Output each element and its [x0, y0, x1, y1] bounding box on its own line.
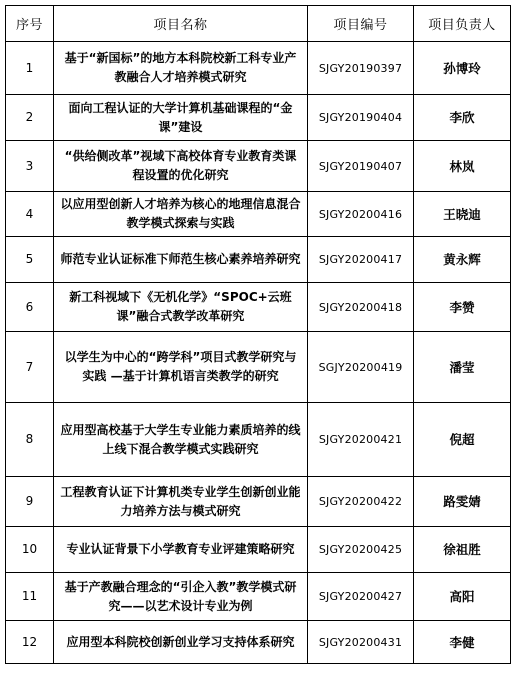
- table-row: [6, 403, 511, 477]
- row-seq: 7: [6, 332, 54, 403]
- row-owner: 李赞: [414, 283, 511, 332]
- project-table: [5, 5, 511, 664]
- table-row: [6, 477, 511, 527]
- row-seq: 2: [6, 95, 54, 141]
- row-seq: 8: [6, 403, 54, 477]
- row-owner: 黄永辉: [414, 237, 511, 283]
- row-owner: 孙博玲: [414, 42, 511, 95]
- row-name: 专业认证背景下小学教育专业评建策略研究: [54, 527, 308, 573]
- header-seq: 序号: [6, 6, 54, 42]
- row-code: SJGY20190397: [308, 42, 414, 95]
- table-row: [6, 621, 511, 664]
- row-code: SJGY20200417: [308, 237, 414, 283]
- header-code: 项目编号: [308, 6, 414, 42]
- table-row: [6, 192, 511, 237]
- row-owner: 高阳: [414, 573, 511, 621]
- row-name: 应用型高校基于大学生专业能力素质培养的线上线下混合教学模式实践研究: [54, 403, 308, 477]
- row-seq: 11: [6, 573, 54, 621]
- table-row: [6, 237, 511, 283]
- header-name: 项目名称: [54, 6, 308, 42]
- row-code: SJGY20200427: [308, 573, 414, 621]
- table-header-row: [6, 6, 511, 42]
- row-name: 基于“新国标”的地方本科院校新工科专业产教融合人才培养模式研究: [54, 42, 308, 95]
- row-seq: 12: [6, 621, 54, 664]
- row-code: SJGY20200422: [308, 477, 414, 527]
- row-seq: 5: [6, 237, 54, 283]
- row-owner: 李健: [414, 621, 511, 664]
- row-seq: 10: [6, 527, 54, 573]
- header-owner: 项目负责人: [414, 6, 511, 42]
- row-owner: 王晓迪: [414, 192, 511, 237]
- row-code: SJGY20200431: [308, 621, 414, 664]
- row-owner: 徐祖胜: [414, 527, 511, 573]
- row-code: SGJY20200419: [308, 332, 414, 403]
- table-row: [6, 332, 511, 403]
- project-table-container: [5, 5, 511, 664]
- row-code: SJGY20190407: [308, 141, 414, 192]
- row-code: SJGY20200421: [308, 403, 414, 477]
- table-row: [6, 95, 511, 141]
- row-seq: 4: [6, 192, 54, 237]
- row-name: “供给侧改革”视域下高校体育专业教育类课程设置的优化研究: [54, 141, 308, 192]
- row-code: SJGY20200425: [308, 527, 414, 573]
- row-owner: 潘莹: [414, 332, 511, 403]
- row-owner: 林岚: [414, 141, 511, 192]
- row-name: 新工科视域下《无机化学》“SPOC+云班课”融合式教学改革研究: [54, 283, 308, 332]
- row-name: 师范专业认证标准下师范生核心素养培养研究: [54, 237, 308, 283]
- row-owner: 李欣: [414, 95, 511, 141]
- row-seq: 6: [6, 283, 54, 332]
- table-row: [6, 141, 511, 192]
- row-seq: 9: [6, 477, 54, 527]
- row-seq: 3: [6, 141, 54, 192]
- row-owner: 倪超: [414, 403, 511, 477]
- row-name: 以应用型创新人才培养为核心的地理信息混合教学模式探索与实践: [54, 192, 308, 237]
- row-name: 基于产教融合理念的“引企入教”教学模式研究——以艺术设计专业为例: [54, 573, 308, 621]
- row-name: 应用型本科院校创新创业学习支持体系研究: [54, 621, 308, 664]
- row-name: 面向工程认证的大学计算机基础课程的“金课”建设: [54, 95, 308, 141]
- row-name: 以学生为中心的“跨学科”项目式教学研究与实践 —基于计算机语言类教学的研究: [54, 332, 308, 403]
- table-row: [6, 527, 511, 573]
- row-name: 工程教育认证下计算机类专业学生创新创业能力培养方法与模式研究: [54, 477, 308, 527]
- row-owner: 路雯婧: [414, 477, 511, 527]
- row-code: SJGY20200416: [308, 192, 414, 237]
- table-row: [6, 283, 511, 332]
- row-seq: 1: [6, 42, 54, 95]
- row-code: SJGY20200418: [308, 283, 414, 332]
- table-row: [6, 42, 511, 95]
- table-row: [6, 573, 511, 621]
- row-code: SJGY20190404: [308, 95, 414, 141]
